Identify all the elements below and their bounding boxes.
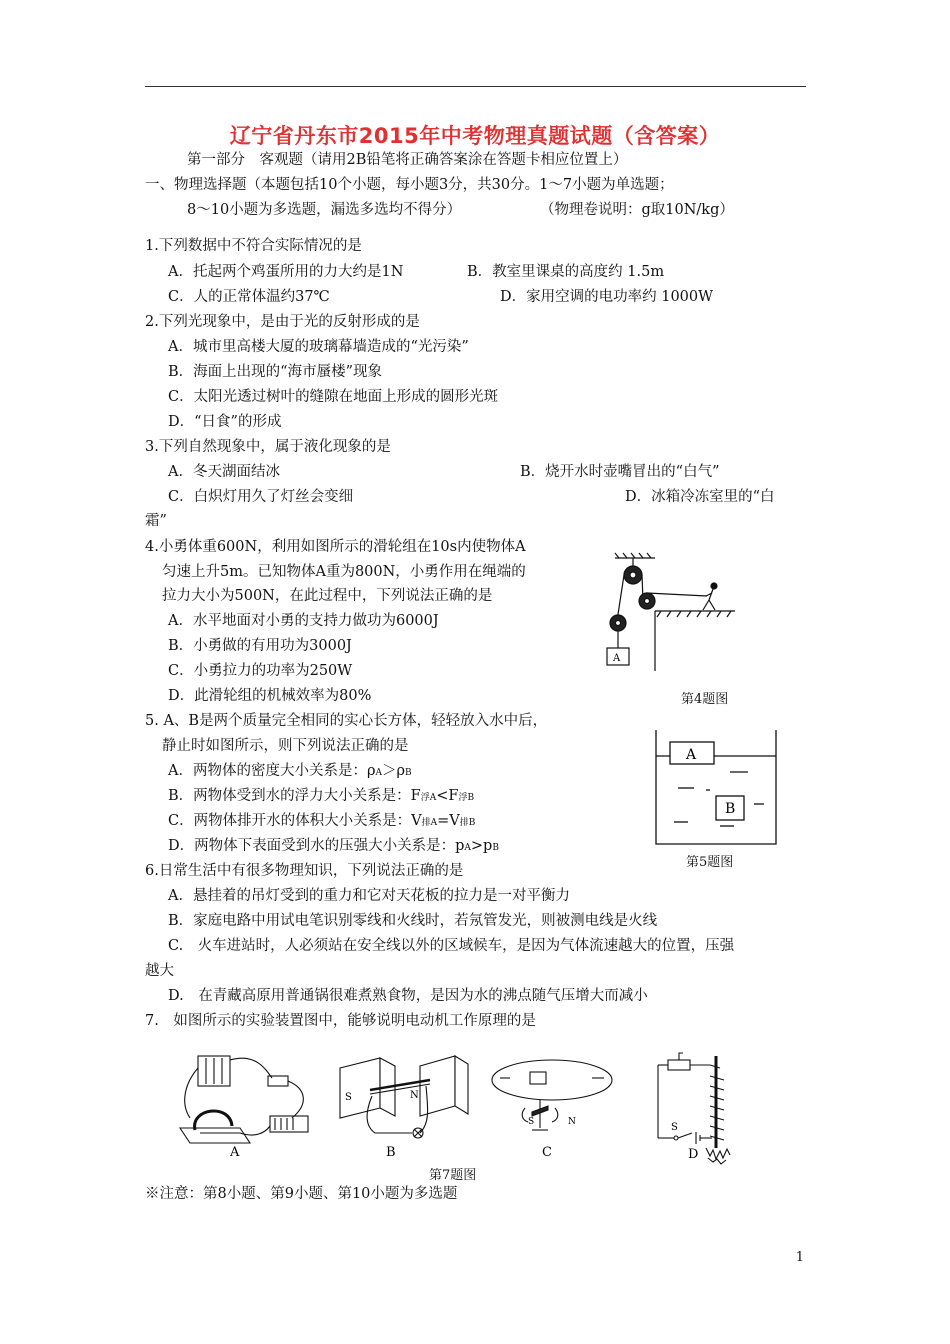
q4-figure-label-a: A (613, 653, 621, 664)
q7-c-pole-n: N (568, 1117, 576, 1127)
header-rule (145, 86, 806, 87)
q4-option-c: C．小勇拉力的功率为250W (168, 663, 353, 679)
q1-stem: 1.下列数据中不符合实际情况的是 (145, 238, 362, 254)
q6-option-c-cont: 越大 (145, 963, 174, 979)
q7-b-pole-s: S (345, 1092, 352, 1103)
q4-option-a: A．水平地面对小勇的支持力做功为6000J (168, 613, 439, 629)
q6-option-d: D. 在青藏高原用普通锅很难煮熟食物，是因为水的沸点随气压增大而减小 (168, 988, 648, 1004)
q4-stem-3: 拉力大小为500N，在此过程中，下列说法正确的是 (162, 588, 493, 604)
q7-b-pole-n: N (410, 1090, 419, 1101)
q2-option-a: A．城市里高楼大厦的玻璃幕墙造成的“光污染” (168, 339, 469, 355)
page-number: 1 (795, 1250, 804, 1265)
q4-option-b: B．小勇做的有用功为3000J (168, 638, 352, 654)
q3-option-d-cont: 霜” (145, 513, 167, 529)
q2-option-c: C．太阳光透过树叶的缝隙在地面上形成的圆形光斑 (168, 389, 499, 405)
q1-option-d: D．家用空调的电功率约 1000W (500, 289, 714, 305)
q5-water-tank-figure (656, 730, 781, 848)
q5-option-d: D．两物体下表面受到水的压强大小关系是：pA>pB (168, 838, 499, 854)
q2-stem: 2.下列光现象中，是由于光的反射形成的是 (145, 314, 420, 330)
q4-stem-1: 4.小勇体重600N，利用如图所示的滑轮组在10s内使物体A (145, 539, 526, 555)
q5-caption: 第5题图 (686, 855, 734, 870)
q7-stem: 7. 如图所示的实验装置图中，能够说明电动机工作原理的是 (145, 1013, 536, 1029)
q6-option-a: A．悬挂着的吊灯受到的重力和它对天花板的拉力是一对平衡力 (168, 888, 570, 904)
q1-option-c: C．人的正常体温约37℃ (168, 289, 330, 305)
q5-figure-label-a: A (686, 747, 697, 763)
q4-pulley-figure (595, 553, 735, 673)
q5-stem-2: 静止时如图所示，则下列说法正确的是 (162, 738, 409, 754)
q7-caption: 第7题图 (429, 1168, 477, 1183)
q4-option-d: D．此滑轮组的机械效率为80% (168, 688, 372, 704)
q7-label-d: D (688, 1147, 699, 1162)
section-heading-line1: 一、物理选择题（本题包括10个小题，每小题3分，共30分。1～7小题为单选题； (145, 177, 674, 193)
part-heading: 第一部分 客观题（请用2B铅笔将正确答案涂在答题卡相应位置上） (187, 152, 628, 168)
q1-option-b: B．教室里课桌的高度约 1.5m (467, 264, 665, 280)
q2-option-b: B．海面上出现的“海市蜃楼”现象 (168, 364, 382, 380)
multi-select-notice: ※注意：第8小题、第9小题、第10小题为多选题 (145, 1186, 458, 1202)
q4-stem-2: 匀速上升5m。已知物体A重为800N，小勇作用在绳端的 (162, 564, 526, 580)
q5-stem-1: 5. A、B是两个质量完全相同的实心长方体，轻轻放入水中后， (145, 713, 548, 729)
q3-option-b: B．烧开水时壶嘴冒出的“白气” (520, 464, 720, 480)
q7-figure-a (180, 1048, 320, 1158)
q3-option-d: D．冰箱冷冻室里的“白 (625, 489, 775, 505)
q7-label-b: B (386, 1145, 396, 1160)
q6-option-c: C. 火车进站时，人必须站在安全线以外的区域候车，是因为气体流速越大的位置，压强 (168, 938, 735, 954)
q5-option-b: B．两物体受到水的浮力大小关系是：F浮A<F浮B (168, 788, 475, 804)
q6-stem: 6.日常生活中有很多物理知识，下列说法正确的是 (145, 863, 464, 879)
q5-option-a: A．两物体的密度大小关系是：ρA＞ρB (168, 763, 412, 779)
q7-figure-c (490, 1048, 620, 1158)
q7-label-a: A (230, 1145, 240, 1160)
section-heading-line2: 8～10小题为多选题，漏选多选均不得分） (187, 202, 462, 218)
q7-figure-b (340, 1048, 470, 1158)
q3-option-a: A．冬天湖面结冰 (168, 464, 280, 480)
q2-option-d: D．“日食”的形成 (168, 414, 282, 430)
q6-option-b: B．家庭电路中用试电笔识别零线和火线时，若氖管发光，则被测电线是火线 (168, 913, 658, 929)
q3-stem: 3.下列自然现象中，属于液化现象的是 (145, 439, 391, 455)
page-title: 辽宁省丹东市2015年中考物理真题试题（含答案） (229, 124, 721, 148)
q7-figure-d (650, 1048, 760, 1173)
q5-figure-label-b: B (725, 801, 736, 817)
section-note: （物理卷说明：g取10N/kg） (540, 202, 734, 218)
q5-option-c: C．两物体排开水的体积大小关系是：V排A=V排B (168, 813, 476, 829)
q7-d-switch-s: S (671, 1122, 678, 1133)
q7-label-c: C (542, 1145, 552, 1160)
q7-c-pole-s: S (528, 1117, 535, 1127)
q4-caption: 第4题图 (681, 692, 729, 707)
q1-option-a: A．托起两个鸡蛋所用的力大约是1N (168, 264, 404, 280)
q3-option-c: C．白炽灯用久了灯丝会变细 (168, 489, 354, 505)
